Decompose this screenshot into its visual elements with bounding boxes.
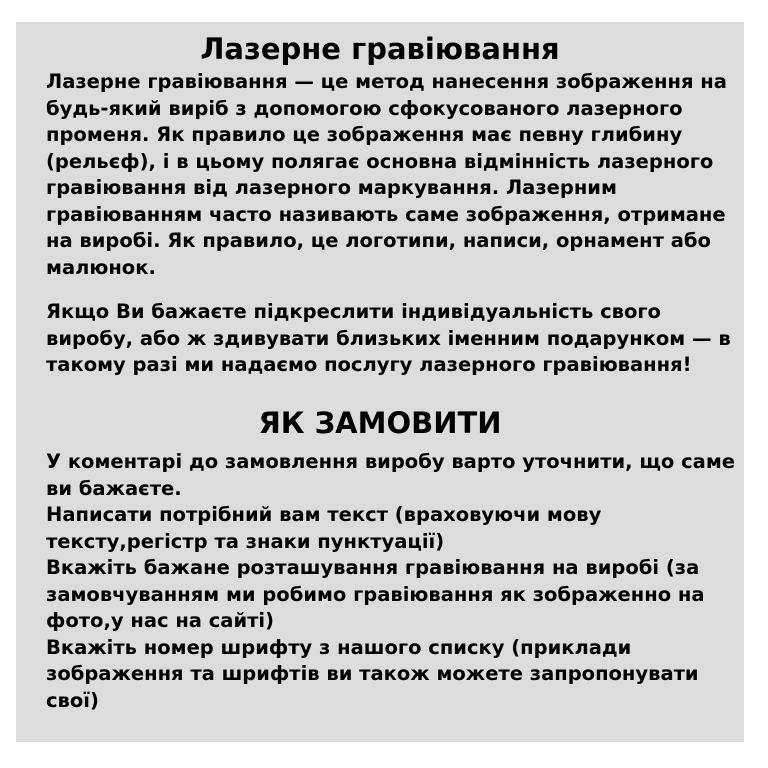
engraving-offer: Якщо Ви бажаєте підкреслити індивідуальність свого виробу, або ж здивувати близьких іменним подарунком — в такому разі ми надаємо послугу лазерного гравіювання!	[46, 300, 731, 376]
order-step: Вкажіть номер шрифту з нашого списку (приклади зображення та шрифтів ви також можете запропонувати свої)	[46, 635, 699, 712]
order-steps-list	[46, 449, 741, 714]
order-step: Написати потрібний вам текст (враховуючи мову тексту,регістр та знаки пунктуації)	[46, 503, 602, 553]
engraving-title: Лазерне гравіювання	[200, 32, 560, 66]
order-step: У коментарі до замовлення виробу варто уточнити, що саме ви бажаєте.	[46, 450, 735, 500]
engraving-description: Лазерне гравіювання — це метод нанесення зображення на будь-який виріб з допомогою сфокусованого лазерного променя. Як правило це зображення має певну глибину (рельєф), і в цьому полягає основна відмінність лазерного гравіювання від лазерного маркування. Лазерним гравіюванням часто називають саме зображення, отримане на виробі. Як правило, це логотипи, написи, орнамент або малюнок.	[46, 70, 727, 279]
how-to-order-title: ЯК ЗАМОВИТИ	[258, 406, 502, 440]
order-step: Вкажіть бажане розташування гравіювання на виробі (за замовчуванням ми робимо гравіювання як зображенно на фото,у нас на сайті)	[46, 556, 705, 632]
info-panel	[16, 22, 744, 742]
